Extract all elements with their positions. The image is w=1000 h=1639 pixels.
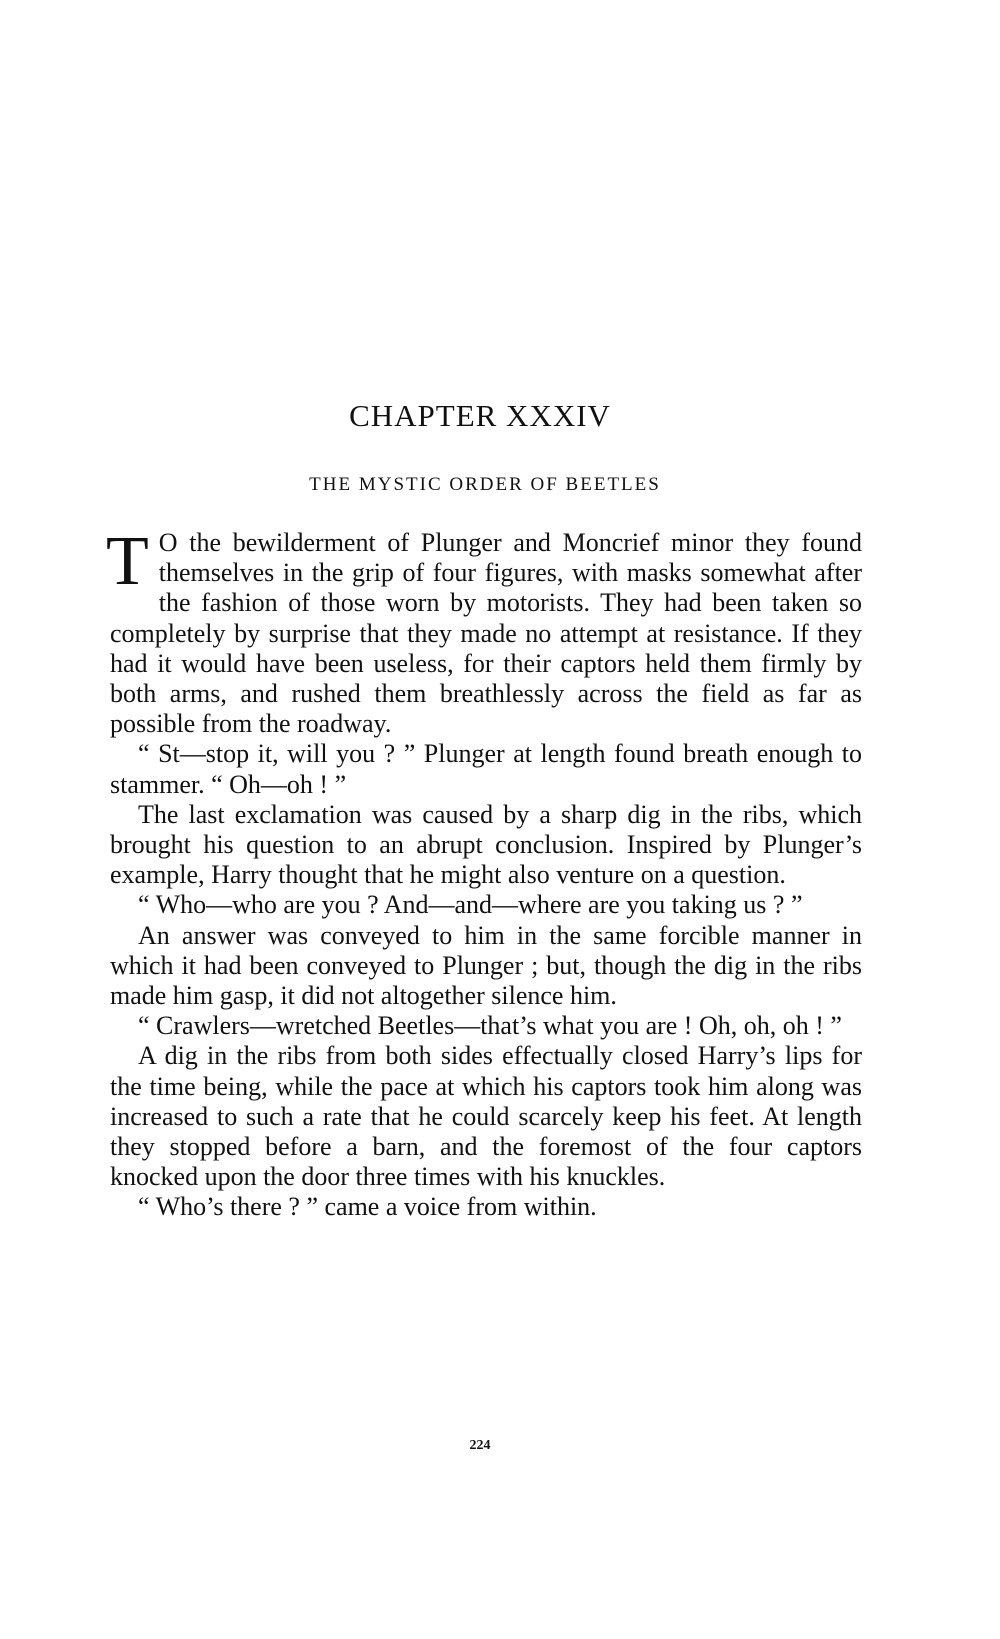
drop-cap: T (106, 523, 149, 600)
chapter-subtitle: THE MYSTIC ORDER OF BEETLES (309, 474, 661, 495)
chapter-title: CHAPTER XXXIV (349, 398, 611, 433)
paragraph-8: “ Who’s there ? ” came a voice from within. (138, 1192, 597, 1222)
paragraph-5: An answer was conveyed to him in the same forcible manner in which it had been conveyed to Plunger ; but, though the dig in the ribs made him gasp, it did not altogether silence him. (110, 920, 862, 1011)
paragraph-2: “ St—stop it, will you ? ” Plunger at length found breath enough to stammer. “ Oh—oh ! ” (110, 739, 862, 799)
paragraph-1-text: O the bewilderment of Plunger and Moncrief minor they found themselves in the grip of four figures, with masks somewhat after the fashion of those worn by motorists. They had been taken so completely by surprise that they made no attempt at resistance. If they had it would have been useless, for their captors held them firmly by both arms, and rushed them breathlessly across the field as far as possible from the roadway. (110, 528, 862, 739)
page-number: 224 (469, 1438, 491, 1453)
paragraph-4: “ Who—who are you ? And—and—where are you taking us ? ” (138, 890, 803, 920)
paragraph-6: “ Crawlers—wretched Beetles—that’s what you are ! Oh, oh, oh ! ” (138, 1011, 842, 1041)
paragraph-7: A dig in the ribs from both sides effectually closed Harry’s lips for the time being, while the pace at which his captors took him along was increased to such a rate that he could scarcely keep his feet. At length they stopped before a barn, and the foremost of the four captors knocked upon the door three times with his knuckles. (110, 1041, 862, 1192)
paragraph-3: The last exclamation was caused by a sharp dig in the ribs, which brought his question to an abrupt conclusion. Inspired by Plunger’s example, Harry thought that he might also venture on a question. (110, 799, 862, 890)
paragraph-1 (106, 523, 862, 739)
chapter-body (106, 523, 862, 1223)
